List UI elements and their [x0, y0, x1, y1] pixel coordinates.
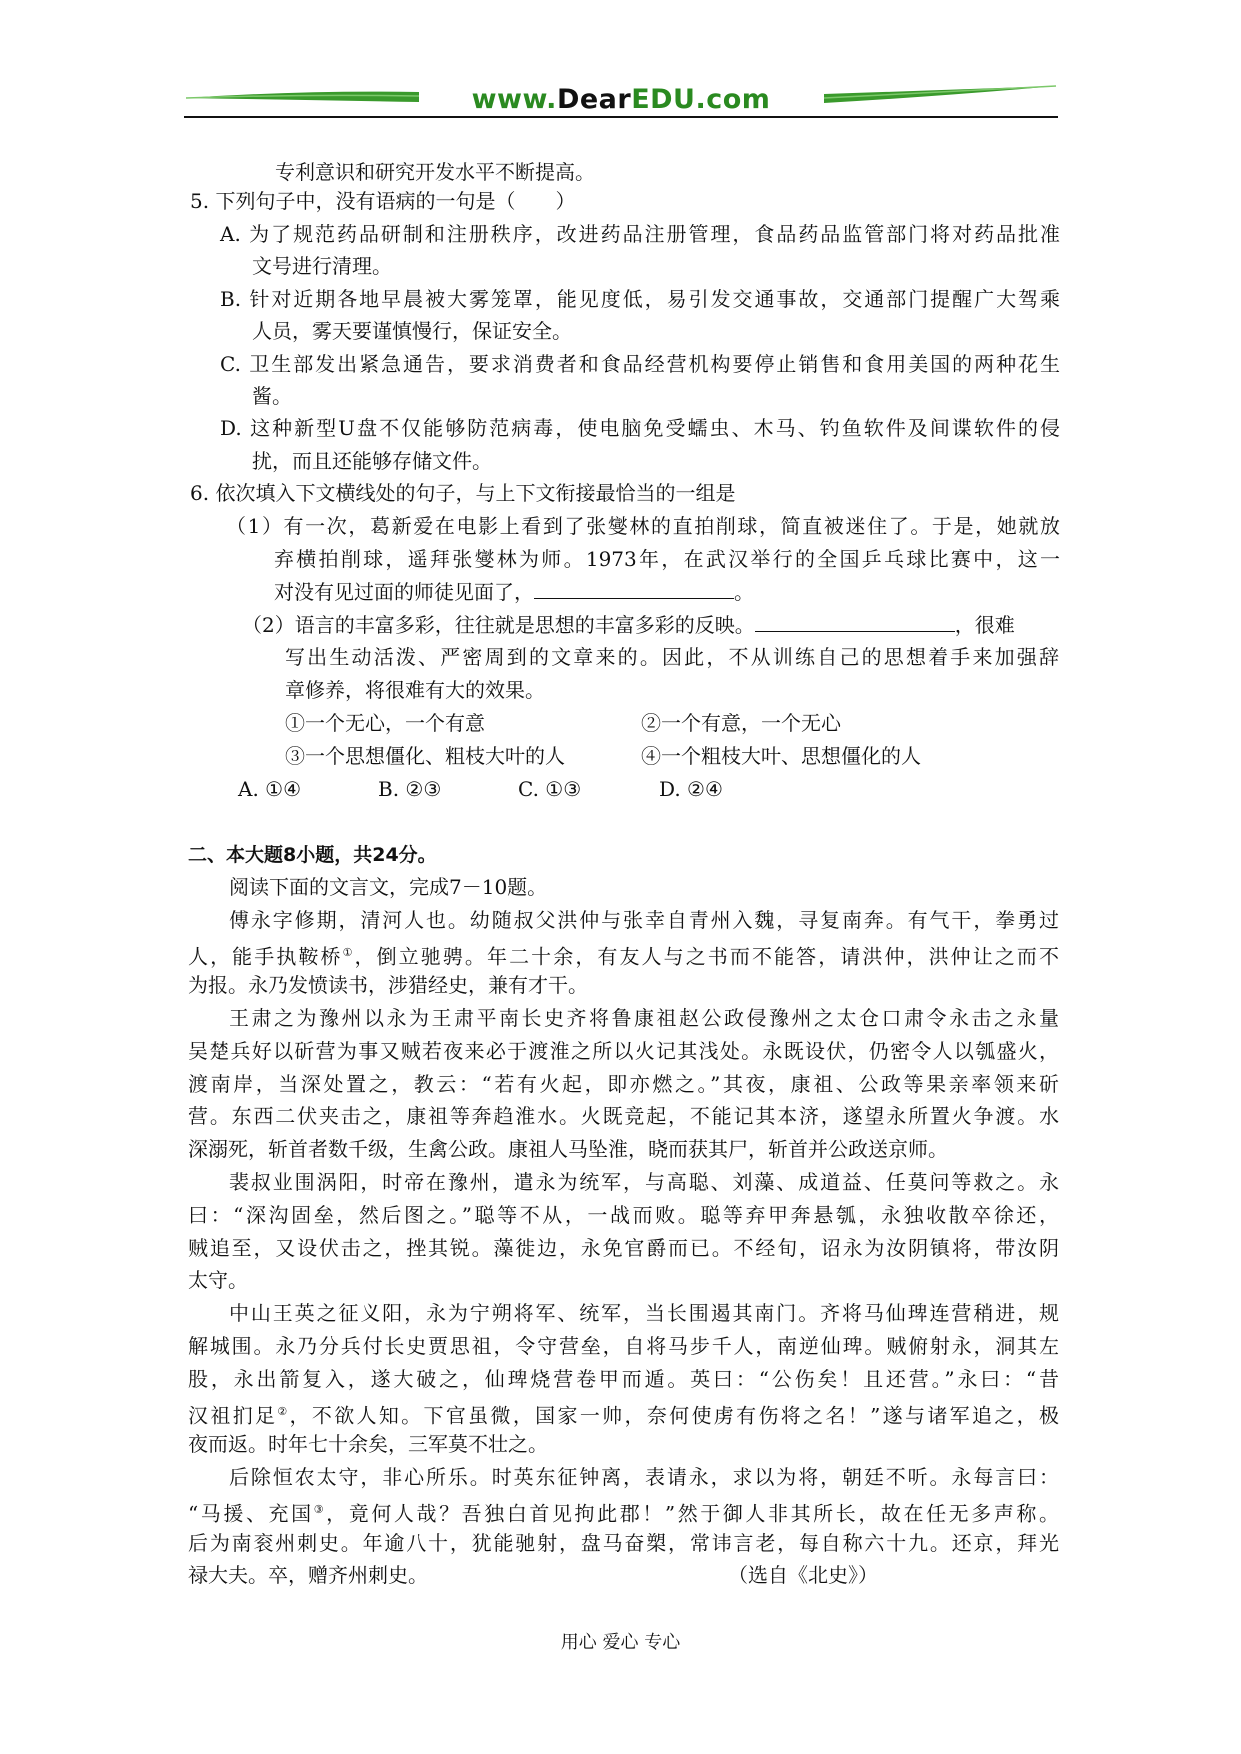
classical-text-segment: 人，能手执鞍桥 [188, 944, 343, 969]
classical-text-segment: ，倒立驰骋。年二十余，有友人与之书而不能答，请洪仲，洪仲让之而不 [354, 944, 1059, 969]
site-logo-dear: Dear [556, 84, 632, 115]
option-a-cont: 文号进行清理。 [252, 254, 392, 278]
fill-blank-1 [534, 582, 734, 599]
site-logo-edu: EDU.com [631, 84, 771, 115]
site-header [184, 78, 1058, 120]
option-a: A. 为了规范药品研制和注册秩序，改进药品注册管理，食品药品监管部门将对药品批准 [220, 222, 1060, 246]
passage-1-line-3 [274, 580, 754, 604]
passage-1-line-2: 弃横拍削球，遥拜张燮林为师。1973年，在武汉举行的全国乒乓球比赛中，这一 [274, 547, 1060, 571]
classical-text-segment: “马援、充国 [188, 1501, 314, 1526]
choice-4: ④一个粗枝大叶、思想僵化的人 [641, 744, 921, 768]
option-b: B. 针对近期各地早晨被大雾笼罩，能见度低，易引发交通事故，交通部门提醒广大驾乘 [220, 287, 1060, 311]
classical-text-line: 股，永出箭复入，遂大破之，仙琕烧营卷甲而遁。英曰：“公伤矣！且还营。”永曰：“昔 [188, 1367, 1059, 1391]
passage-1-line-3-end: 。 [734, 580, 754, 604]
passage-2-line-1-text: （2）语言的丰富多彩，往往就是思想的丰富多彩的反映。 [242, 613, 755, 637]
passage-2-line-2: 写出生动活泼、严密周到的文章来的。因此，不从训练自己的思想着手来加强辞 [285, 645, 1059, 669]
classical-text-line: 中山王英之征义阳，永为宁朔将军、统军，当长围遏其南门。齐将马仙琕连营稍进，规 [229, 1301, 1059, 1325]
passage-2-line-1-end: ，很难 [954, 613, 1015, 637]
question-6-stem: 6. 依次填入下文横线处的句子，与上下文衔接最恰当的一组是 [190, 481, 736, 505]
classical-text-line [188, 1400, 1059, 1428]
header-rule [184, 116, 1058, 118]
classical-text-segment: ，竟何人哉？吾独白首见拘此郡！”然于御人非其所长，故在任无多声称。 [326, 1501, 1059, 1526]
passage-2-line-1 [242, 613, 1015, 637]
answer-option-d: D. ②④ [659, 777, 723, 801]
classical-text-line: 贼追至，又设伏击之，挫其锐。藻徙边，永免官爵而已。不经旬，诏永为汝阴镇将，带汝阴 [188, 1236, 1059, 1260]
question-5-stem: 5. 下列句子中，没有语病的一句是（ ） [190, 189, 576, 213]
classical-text-line: 后为南衮州刺史。年逾八十，犹能驰射，盘马奋槊，常讳言老，每自称六十九。还京，拜光 [188, 1531, 1059, 1555]
classical-text-line: 夜而返。时年七十余矣，三军莫不壮之。 [188, 1432, 548, 1456]
classical-text-line: 渡南岸，当深处置之，教云：“若有火起，即亦燃之。”其夜，康祖、公政等果亲率领来斫 [188, 1072, 1059, 1096]
classical-text-line: 营。东西二伏夹击之，康祖等奔趋淮水。火既竞起，不能记其本济，遂望永所置火争渡。水 [188, 1104, 1059, 1128]
classical-text-line: 王肃之为豫州以永为王肃平南长史齐将鲁康祖赵公政侵豫州之太仓口肃令永击之永量 [229, 1006, 1059, 1030]
classical-text-line: 傅永字修期，清河人也。幼随叔父洪仲与张幸自青州入魏，寻复南奔。有气干，拳勇过 [229, 908, 1059, 932]
passage-1-line-3-text: 对没有见过面的师徒见面了， [274, 580, 534, 604]
option-d: D. 这种新型U盘不仅能够防范病毒，使电脑免受蠕虫、木马、钓鱼软件及间谍软件的侵 [220, 416, 1060, 440]
classical-text-line: 深溺死，斩首者数千级，生禽公政。康祖人马坠淮，晓而获其尸，斩首并公政送京师。 [188, 1137, 948, 1161]
passage-1-line-1: （1）有一次，葛新爱在电影上看到了张燮林的直拍削球，简直被迷住了。于是，她就放 [226, 514, 1060, 538]
site-logo-text [184, 84, 1058, 115]
classical-text-line: 裴叔业围涡阳，时帝在豫州，遣永为统军，与高聪、刘藻、成道益、任莫问等救之。永 [229, 1170, 1059, 1194]
classical-text-line [188, 1498, 1059, 1526]
choice-2: ②一个有意，一个无心 [641, 711, 841, 735]
classical-text-line [188, 941, 1059, 969]
answer-option-c: C. ①③ [518, 777, 582, 801]
classical-text-line: 吴楚兵好以斫营为事又贼若夜来必于渡淮之所以火记其浅处。永既设伏，仍密令人以瓠盛火， [188, 1039, 1059, 1063]
classical-text-segment: ，不欲人知。下官虽微，国家一帅，奈何使虏有伤将之名！”遂与诸军追之，极 [289, 1403, 1059, 1428]
reading-instruction: 阅读下面的文言文，完成7－10题。 [229, 875, 548, 899]
classical-text-line: 解城围。永乃分兵付长史贾思祖，令守营垒，自将马步千人，南逆仙琕。贼俯射永，洞其左 [188, 1334, 1059, 1358]
source-citation: （选自《北史》） [728, 1563, 878, 1587]
option-c-cont: 酱。 [252, 384, 292, 408]
classical-text-line: 为报。永乃发愤读书，涉猎经史，兼有才干。 [188, 973, 588, 997]
footnote-2-mark: ② [277, 1405, 290, 1418]
choice-3: ③一个思想僵化、粗枝大叶的人 [285, 744, 565, 768]
page-footer: 用心 爱心 专心 [560, 1632, 681, 1653]
footnote-1-mark: ① [342, 946, 355, 959]
option-d-cont: 扰，而且还能够存储文件。 [252, 449, 492, 473]
site-logo-www: www. [471, 84, 557, 115]
option-b-cont: 人员，雾天要谨慎慢行，保证安全。 [252, 319, 572, 343]
classical-text-line: 曰：“深沟固垒，然后图之。”聪等不从，一战而败。聪等弃甲奔悬瓠，永独收散卒徐还， [188, 1203, 1059, 1227]
fill-blank-2 [755, 615, 955, 632]
footnote-3-mark: ③ [313, 1503, 327, 1516]
classical-text-segment: 汉祖扪足 [188, 1403, 278, 1428]
option-c: C. 卫生部发出紧急通告，要求消费者和食品经营机构要停止销售和食用美国的两种花生 [220, 352, 1060, 376]
classical-text-line: 太守。 [188, 1268, 248, 1292]
passage-2-line-3: 章修养，将很难有大的效果。 [285, 678, 545, 702]
classical-text-line: 后除恒农太守，非心所乐。时英东征钟离，表请永，求以为将，朝廷不听。永每言曰： [229, 1465, 1059, 1489]
classical-text-line: 禄大夫。卒，赠齐州刺史。 [188, 1563, 428, 1587]
text-line: 专利意识和研究开发水平不断提高。 [275, 160, 595, 184]
choice-1: ①一个无心，一个有意 [285, 711, 485, 735]
answer-option-b: B. ②③ [378, 777, 442, 801]
answer-option-a: A. ①④ [238, 777, 302, 801]
section-2-heading: 二、本大题8小题，共24分。 [188, 844, 437, 866]
